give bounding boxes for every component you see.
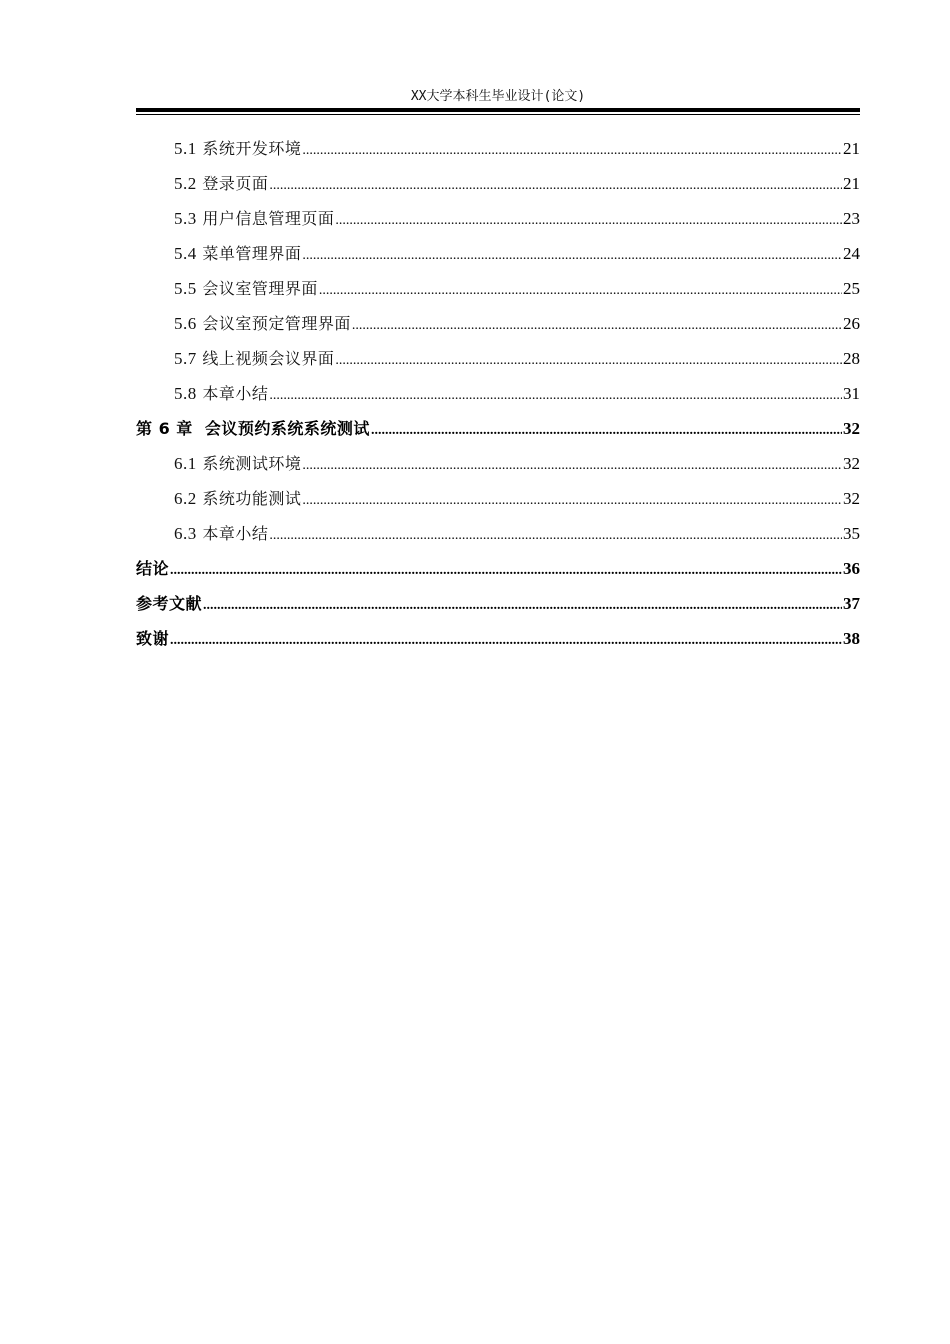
toc-entry-number: 6.2 [174, 489, 197, 508]
toc-entry-title [174, 306, 351, 341]
toc-entry[interactable] [136, 376, 860, 411]
toc-entry-title [174, 131, 301, 166]
page-header: XX大学本科生毕业设计(论文) [410, 89, 586, 104]
toc-entry-text: 本章小结 [202, 384, 269, 403]
toc-page-number: 21 [843, 174, 860, 193]
toc-entry-number: 6.3 [174, 524, 197, 543]
toc-entry-title [174, 166, 268, 201]
toc-page-number: 23 [843, 209, 860, 228]
toc-dot-leader [269, 376, 842, 411]
header-rule-thick [136, 108, 860, 112]
toc-page-number: 21 [843, 139, 860, 158]
toc-dot-leader [269, 166, 842, 201]
toc-page-number: 28 [843, 349, 860, 368]
toc-entry[interactable] [136, 236, 860, 271]
toc-entry[interactable] [136, 271, 860, 306]
toc-entry-number: 5.2 [174, 174, 197, 193]
toc-page-number: 26 [843, 314, 860, 333]
toc-entry-text: 本章小结 [202, 524, 269, 543]
toc-dot-leader [335, 201, 842, 236]
toc-dot-leader [352, 306, 842, 341]
toc-entry[interactable] [136, 131, 860, 166]
toc-entry-number: 5.3 [174, 209, 197, 228]
toc-entry-title [174, 201, 334, 236]
toc-page-number: 32 [843, 454, 860, 473]
toc-entry[interactable] [136, 446, 860, 481]
toc-entry-title: 结论 [136, 559, 170, 578]
toc-page-number: 24 [843, 244, 860, 263]
toc-entry-text: 菜单管理界面 [202, 244, 302, 263]
toc-dot-leader [302, 481, 842, 516]
toc-page-number: 32 [843, 419, 860, 438]
toc-dot-leader [203, 586, 842, 621]
toc-entry-text: 会议预约系统系统测试 [204, 419, 370, 438]
toc-entry-number: 5.8 [174, 384, 197, 403]
toc-entry-title [174, 376, 268, 411]
toc-entry[interactable] [136, 201, 860, 236]
toc-entry-text: 系统开发环境 [202, 139, 302, 158]
toc-entry-title [174, 446, 301, 481]
toc-entry-text: 线上视频会议界面 [202, 349, 335, 368]
toc-page-number: 32 [843, 489, 860, 508]
toc-dot-leader [269, 516, 842, 551]
toc-entry-text: 系统测试环境 [202, 454, 302, 473]
toc-entry-number: 5.7 [174, 349, 197, 368]
toc-entry-text: 登录页面 [202, 174, 269, 193]
toc-entry-title: 致谢 [136, 629, 170, 648]
toc-page-number: 37 [843, 594, 860, 613]
toc-chapter-entry[interactable] [136, 551, 860, 586]
toc-entry-text: 系统功能测试 [202, 489, 302, 508]
toc-entry[interactable] [136, 481, 860, 516]
toc-chapter-entry[interactable] [136, 621, 860, 656]
toc-dot-leader [302, 446, 842, 481]
toc-dot-leader [302, 131, 842, 166]
toc-entry-number: 5.4 [174, 244, 197, 263]
toc-entry-number: 5.6 [174, 314, 197, 333]
toc-dot-leader [170, 621, 842, 656]
toc-dot-leader [335, 341, 842, 376]
toc-page-number: 35 [843, 524, 860, 543]
toc-page-number: 36 [843, 559, 860, 578]
toc-chapter-entry[interactable] [136, 411, 860, 446]
toc-page-number: 31 [843, 384, 860, 403]
toc-entry-title: 参考文献 [136, 594, 203, 613]
toc-entry-text: 会议室预定管理界面 [202, 314, 351, 333]
toc-entry[interactable] [136, 341, 860, 376]
toc-entry[interactable] [136, 166, 860, 201]
toc-dot-leader [319, 271, 842, 306]
toc-entry-title [174, 481, 301, 516]
toc-page-number: 38 [843, 629, 860, 648]
toc-dot-leader [371, 411, 842, 446]
toc-entry-title [174, 341, 334, 376]
toc-entry-text: 会议室管理界面 [202, 279, 318, 298]
toc-entry-title [174, 236, 301, 271]
toc-entry-title [174, 516, 268, 551]
toc-entry-text: 用户信息管理页面 [202, 209, 335, 228]
toc-entry-number: 6.1 [174, 454, 197, 473]
toc-page-number: 25 [843, 279, 860, 298]
toc-entry[interactable] [136, 306, 860, 341]
toc-entry-title [174, 271, 318, 306]
table-of-contents [136, 131, 860, 656]
toc-dot-leader [170, 551, 842, 586]
toc-entry-number: 5.5 [174, 279, 197, 298]
toc-entry-number: 5.1 [174, 139, 197, 158]
toc-dot-leader [302, 236, 842, 271]
toc-chapter-number: 第 6 章 [136, 419, 193, 438]
toc-entry-title [136, 411, 370, 446]
toc-chapter-entry[interactable] [136, 586, 860, 621]
toc-entry[interactable] [136, 516, 860, 551]
header-rule-thin [136, 114, 860, 115]
